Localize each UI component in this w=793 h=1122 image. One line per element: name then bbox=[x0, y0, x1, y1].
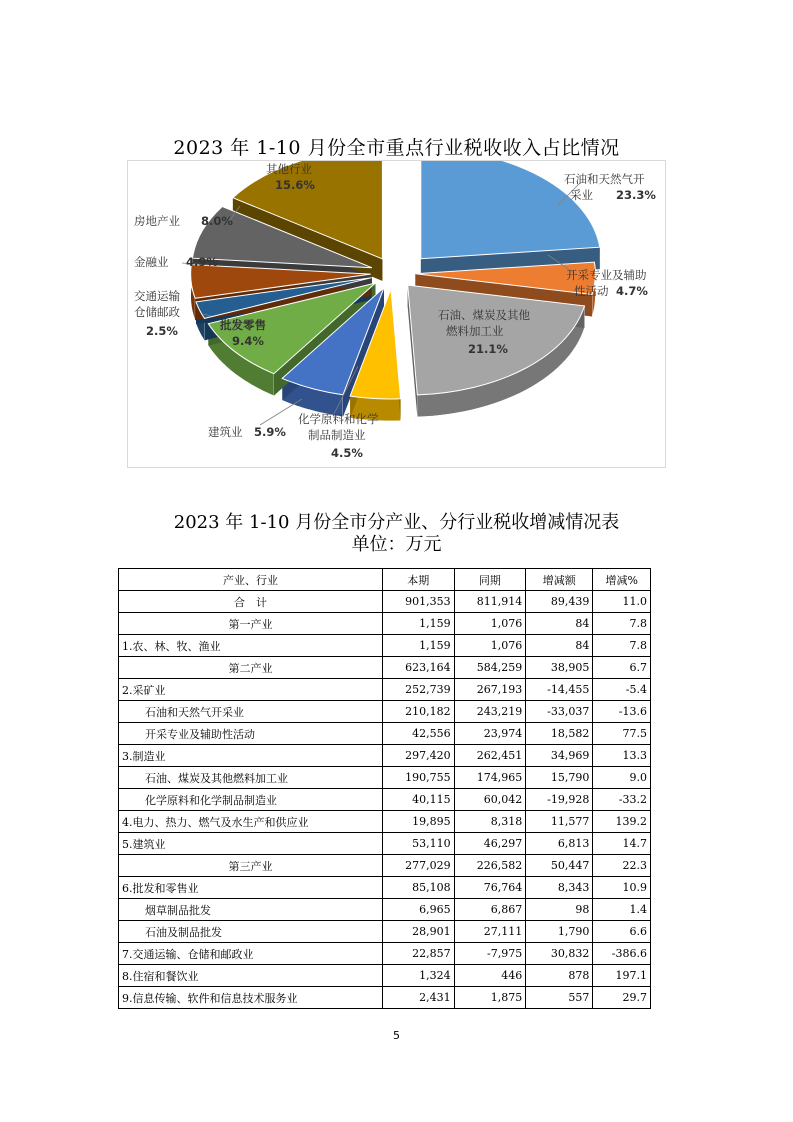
row-name: 石油及制品批发 bbox=[119, 921, 383, 943]
table-row bbox=[119, 591, 651, 613]
table-row bbox=[119, 811, 651, 833]
cell-previous: 60,042 bbox=[454, 789, 526, 811]
cell-current: 252,739 bbox=[382, 679, 454, 701]
row-name: 石油和天然气开采业 bbox=[119, 701, 383, 723]
tax-table bbox=[118, 568, 651, 1009]
cell-current: 277,029 bbox=[382, 855, 454, 877]
cell-change: 38,905 bbox=[526, 657, 593, 679]
cell-change: 34,969 bbox=[526, 745, 593, 767]
row-name: 7.交通运输、仓储和邮政业 bbox=[119, 943, 383, 965]
cell-pct: -5.4 bbox=[593, 679, 651, 701]
cell-change: 8,343 bbox=[526, 877, 593, 899]
label-finance: 金融业 bbox=[134, 255, 169, 269]
table-row bbox=[119, 987, 651, 1009]
cell-pct: 9.0 bbox=[593, 767, 651, 789]
cell-change: -14,455 bbox=[526, 679, 593, 701]
row-name: 开采专业及辅助性活动 bbox=[119, 723, 383, 745]
cell-change: 30,832 bbox=[526, 943, 593, 965]
cell-pct: -13.6 bbox=[593, 701, 651, 723]
label-transport-pct: 2.5% bbox=[146, 324, 178, 338]
label-other-pct: 15.6% bbox=[275, 178, 315, 192]
label-chem-line2: 制品制造业 bbox=[308, 428, 366, 442]
cell-current: 85,108 bbox=[382, 877, 454, 899]
table-row bbox=[119, 613, 651, 635]
label-fuel-pct: 21.1% bbox=[468, 342, 508, 356]
cell-change: 50,447 bbox=[526, 855, 593, 877]
label-other: 其他行业 bbox=[266, 162, 312, 176]
table-row bbox=[119, 789, 651, 811]
cell-previous: 262,451 bbox=[454, 745, 526, 767]
cell-previous: 1,076 bbox=[454, 613, 526, 635]
cell-pct: 197.1 bbox=[593, 965, 651, 987]
cell-change: 1,790 bbox=[526, 921, 593, 943]
header-current: 本期 bbox=[382, 569, 454, 591]
cell-current: 22,857 bbox=[382, 943, 454, 965]
cell-previous: 1,076 bbox=[454, 635, 526, 657]
row-name: 9.信息传输、软件和信息技术服务业 bbox=[119, 987, 383, 1009]
row-name: 2.采矿业 bbox=[119, 679, 383, 701]
cell-current: 210,182 bbox=[382, 701, 454, 723]
cell-pct: 7.8 bbox=[593, 635, 651, 657]
cell-previous: 584,259 bbox=[454, 657, 526, 679]
label-fuel-line2: 燃料加工业 bbox=[446, 324, 504, 338]
cell-change: 84 bbox=[526, 635, 593, 657]
row-name: 第三产业 bbox=[119, 855, 383, 877]
cell-current: 901,353 bbox=[382, 591, 454, 613]
cell-previous: 811,914 bbox=[454, 591, 526, 613]
label-chem-line1: 化学原料和化学 bbox=[298, 412, 379, 426]
table-row bbox=[119, 635, 651, 657]
label-transport-line2: 仓储邮政 bbox=[134, 305, 180, 319]
cell-pct: 22.3 bbox=[593, 855, 651, 877]
row-name: 合 计 bbox=[119, 591, 383, 613]
cell-previous: 76,764 bbox=[454, 877, 526, 899]
cell-pct: 77.5 bbox=[593, 723, 651, 745]
cell-current: 297,420 bbox=[382, 745, 454, 767]
cell-change: 878 bbox=[526, 965, 593, 987]
cell-pct: 6.7 bbox=[593, 657, 651, 679]
table-row bbox=[119, 833, 651, 855]
row-name: 石油、煤炭及其他燃料加工业 bbox=[119, 767, 383, 789]
cell-change: 11,577 bbox=[526, 811, 593, 833]
cell-previous: 6,867 bbox=[454, 899, 526, 921]
cell-current: 53,110 bbox=[382, 833, 454, 855]
row-name: 第一产业 bbox=[119, 613, 383, 635]
table-row bbox=[119, 767, 651, 789]
cell-current: 1,324 bbox=[382, 965, 454, 987]
cell-current: 28,901 bbox=[382, 921, 454, 943]
cell-pct: 1.4 bbox=[593, 899, 651, 921]
cell-previous: 23,974 bbox=[454, 723, 526, 745]
label-retail: 批发零售 bbox=[220, 318, 266, 332]
cell-change: -33,037 bbox=[526, 701, 593, 723]
label-mining-line2: 性活动 bbox=[574, 284, 609, 298]
cell-previous: -7,975 bbox=[454, 943, 526, 965]
table-row bbox=[119, 723, 651, 745]
label-retail-pct: 9.4% bbox=[232, 334, 264, 348]
label-construction: 建筑业 bbox=[208, 425, 243, 439]
cell-pct: 14.7 bbox=[593, 833, 651, 855]
cell-previous: 8,318 bbox=[454, 811, 526, 833]
row-name: 6.批发和零售业 bbox=[119, 877, 383, 899]
row-name: 4.电力、热力、燃气及水生产和供应业 bbox=[119, 811, 383, 833]
cell-current: 1,159 bbox=[382, 635, 454, 657]
cell-change: 15,790 bbox=[526, 767, 593, 789]
cell-previous: 243,219 bbox=[454, 701, 526, 723]
cell-current: 623,164 bbox=[382, 657, 454, 679]
table-row bbox=[119, 701, 651, 723]
header-pct: 增减% bbox=[593, 569, 651, 591]
cell-change: 89,439 bbox=[526, 591, 593, 613]
cell-pct: -386.6 bbox=[593, 943, 651, 965]
cell-change: 84 bbox=[526, 613, 593, 635]
table-row bbox=[119, 899, 651, 921]
table-unit: 单位：万元 bbox=[351, 534, 442, 555]
cell-change: -19,928 bbox=[526, 789, 593, 811]
cell-current: 40,115 bbox=[382, 789, 454, 811]
label-mining-pct: 4.7% bbox=[616, 284, 648, 298]
cell-pct: 13.3 bbox=[593, 745, 651, 767]
row-name: 3.制造业 bbox=[119, 745, 383, 767]
cell-pct: 7.8 bbox=[593, 613, 651, 635]
table-row bbox=[119, 855, 651, 877]
label-mining-line1: 开采专业及辅助 bbox=[566, 268, 647, 282]
cell-current: 190,755 bbox=[382, 767, 454, 789]
cell-current: 6,965 bbox=[382, 899, 454, 921]
table-row bbox=[119, 657, 651, 679]
label-chem-pct: 4.5% bbox=[331, 446, 363, 460]
cell-previous: 1,875 bbox=[454, 987, 526, 1009]
cell-pct: 10.9 bbox=[593, 877, 651, 899]
chart-title: 2023 年 1-10 月份全市重点行业税收收入占比情况 bbox=[173, 137, 620, 159]
cell-previous: 46,297 bbox=[454, 833, 526, 855]
cell-current: 42,556 bbox=[382, 723, 454, 745]
row-name: 8.住宿和餐饮业 bbox=[119, 965, 383, 987]
row-name: 1.农、林、牧、渔业 bbox=[119, 635, 383, 657]
cell-previous: 27,111 bbox=[454, 921, 526, 943]
cell-pct: 139.2 bbox=[593, 811, 651, 833]
row-name: 5.建筑业 bbox=[119, 833, 383, 855]
table-row bbox=[119, 965, 651, 987]
row-name: 化学原料和化学制品制造业 bbox=[119, 789, 383, 811]
table-header-row bbox=[119, 569, 651, 591]
label-finance-pct: 4.9% bbox=[186, 255, 218, 269]
table-row bbox=[119, 943, 651, 965]
table-row bbox=[119, 877, 651, 899]
label-fuel-line1: 石油、煤炭及其他 bbox=[438, 308, 530, 322]
cell-previous: 226,582 bbox=[454, 855, 526, 877]
row-name: 第二产业 bbox=[119, 657, 383, 679]
cell-change: 98 bbox=[526, 899, 593, 921]
label-construction-pct: 5.9% bbox=[254, 425, 286, 439]
label-realestate: 房地产业 bbox=[134, 214, 180, 228]
pie-chart-svg bbox=[128, 161, 665, 467]
table-title: 2023 年 1-10 月份全市分产业、分行业税收增减情况表 bbox=[173, 512, 620, 533]
header-change: 增减额 bbox=[526, 569, 593, 591]
cell-pct: 11.0 bbox=[593, 591, 651, 613]
cell-pct: -33.2 bbox=[593, 789, 651, 811]
cell-change: 18,582 bbox=[526, 723, 593, 745]
leader-line bbox=[260, 399, 302, 425]
label-oil-gas-line2: 采业 bbox=[570, 188, 593, 202]
page-number: 5 bbox=[393, 1029, 400, 1042]
cell-change: 6,813 bbox=[526, 833, 593, 855]
label-transport-line1: 交通运输 bbox=[134, 289, 180, 303]
cell-pct: 29.7 bbox=[593, 987, 651, 1009]
cell-previous: 267,193 bbox=[454, 679, 526, 701]
cell-previous: 446 bbox=[454, 965, 526, 987]
cell-pct: 6.6 bbox=[593, 921, 651, 943]
table-row bbox=[119, 679, 651, 701]
table-row bbox=[119, 921, 651, 943]
cell-previous: 174,965 bbox=[454, 767, 526, 789]
pie-chart bbox=[127, 160, 666, 468]
cell-change: 557 bbox=[526, 987, 593, 1009]
cell-current: 19,895 bbox=[382, 811, 454, 833]
cell-current: 1,159 bbox=[382, 613, 454, 635]
label-realestate-pct: 8.0% bbox=[201, 214, 233, 228]
row-name: 烟草制品批发 bbox=[119, 899, 383, 921]
header-industry: 产业、行业 bbox=[119, 569, 383, 591]
label-oil-gas-line1: 石油和天然气开 bbox=[564, 172, 645, 186]
cell-current: 2,431 bbox=[382, 987, 454, 1009]
label-oil-gas-pct: 23.3% bbox=[616, 188, 656, 202]
header-previous: 同期 bbox=[454, 569, 526, 591]
table-row bbox=[119, 745, 651, 767]
